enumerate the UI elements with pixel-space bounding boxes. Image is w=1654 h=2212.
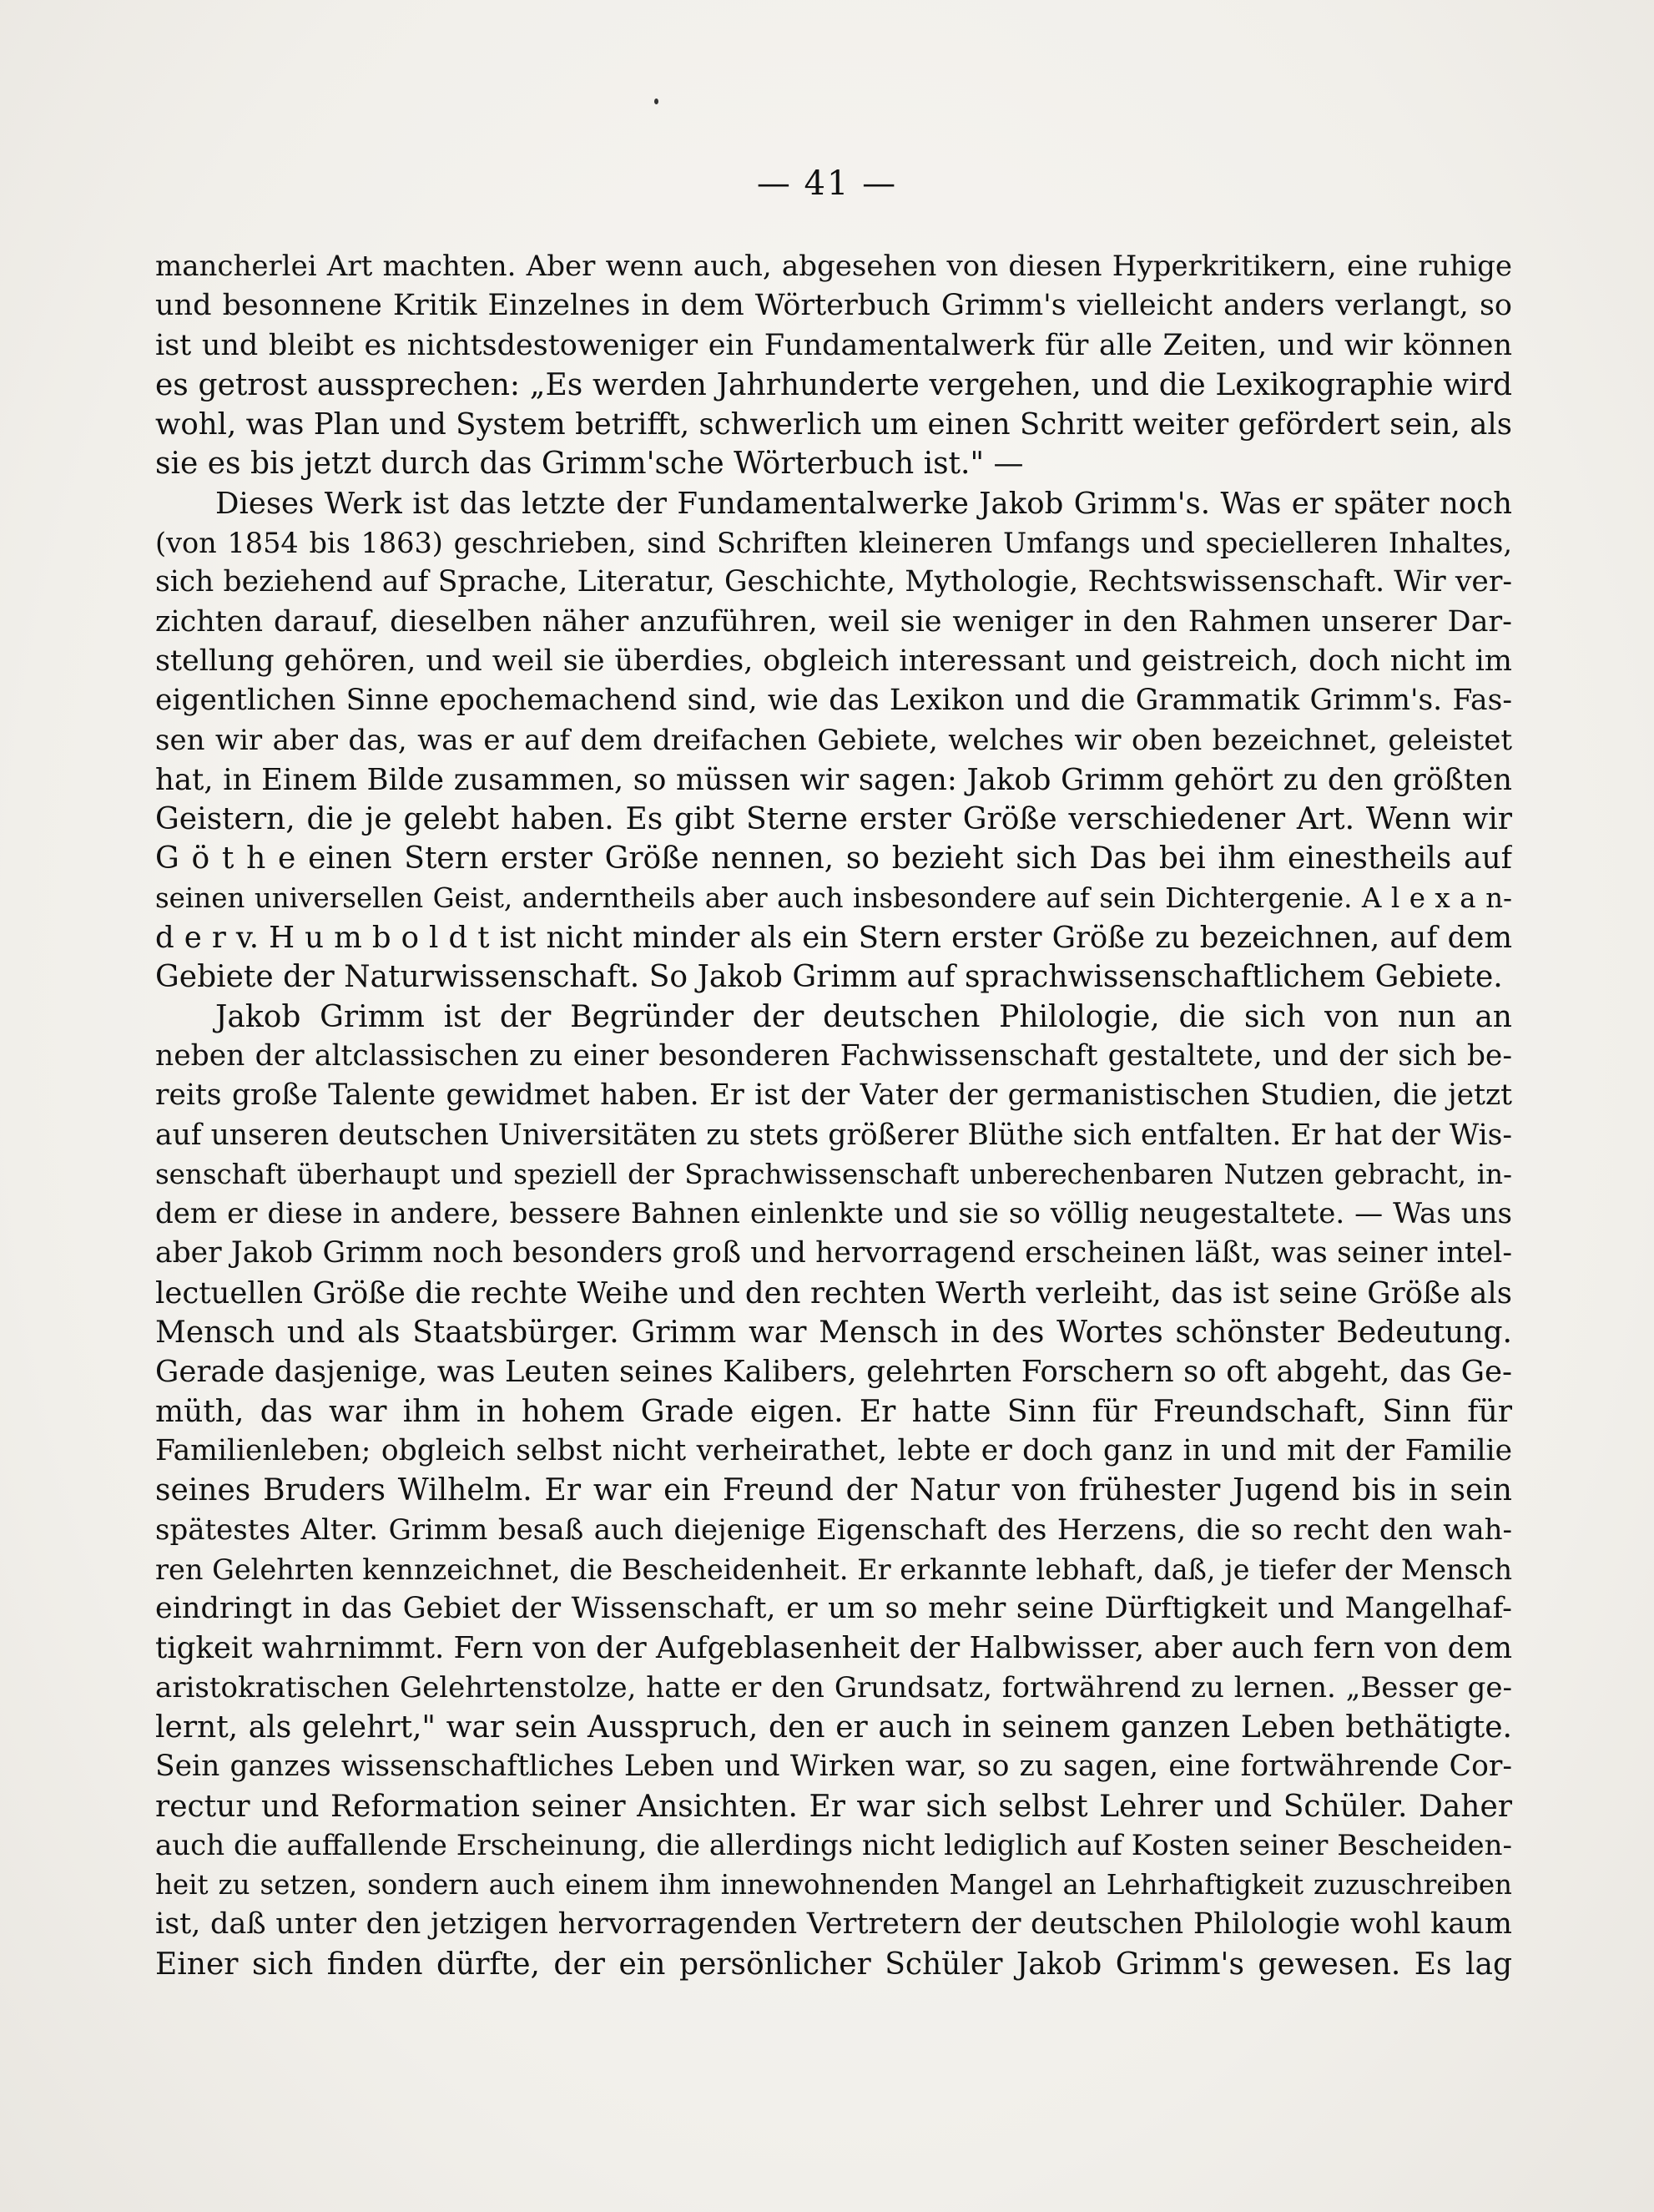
text-line: lectuellen Größe die rechte Weihe und den rechten Werth verleiht, das ist seine Größe als [155,1275,1512,1311]
ink-speck [654,98,658,104]
text-line: zichten darauf, dieselben näher anzuführen, weil sie weniger in den Rahmen unserer Dar- [155,604,1512,639]
text-line: Gerade dasjenige, was Leuten seines Kalibers, gelehrten Forschern so oft abgeht, das Ge- [155,1355,1512,1390]
text-line: sie es bis jetzt durch das Grimm'sche Wörterbuch ist." — [155,447,1024,482]
paragraph [155,997,1512,1984]
text-line: sen wir aber das, was er auf dem dreifachen Gebiete, welches wir oben bezeichnet, geleistet [155,723,1512,757]
text-line: neben der altclassischen zu einer besonderen Fachwissenschaft gestaltete, und der sich be- [155,1038,1512,1073]
text-line: seinen universellen Geist, anderntheils aber auch insbesondere auf sein Dichtergenie. A l e x a n- [155,881,1512,914]
text-line: seines Bruders Wilhelm. Er war ein Freund der Natur von frühester Jugend bis in sein [155,1473,1512,1508]
text-line: Geistern, die je gelebt haben. Es gibt Sterne erster Größe verschiedener Art. Wenn wir [155,802,1512,837]
page-number: — 41 — [756,164,898,203]
text-line: sich beziehend auf Sprache, Literatur, Geschichte, Mythologie, Rechtswissenschaft. Wir ver- [155,565,1512,599]
text-line: es getrost aussprechen: „Es werden Jahrhunderte vergehen, und die Lexikographie wird [155,367,1512,402]
text-line: aristokratischen Gelehrtenstolze, hatte er den Grundsatz, fortwährend zu lernen. „Besser ge- [155,1670,1512,1704]
paragraph [155,484,1512,997]
text-line: stellung gehören, und weil sie überdies, obgleich interessant und geistreich, doch nicht im [155,644,1512,678]
text-line: auf unseren deutschen Universitäten zu stets größerer Blüthe sich entfalten. Er hat der Wis- [155,1118,1512,1152]
text-line: Sein ganzes wissenschaftliches Leben und Wirken war, so zu sagen, eine fortwährende Cor- [155,1750,1512,1784]
text-line: lernt, als gelehrt," war sein Ausspruch, den er auch in seinem ganzen Leben bethätigte. [155,1710,1512,1745]
text-line: mancherlei Art machten. Aber wenn auch, abgesehen von diesen Hyperkritikern, eine ruhige [155,250,1512,283]
text-line: auch die auffallende Erscheinung, die allerdings nicht lediglich auf Kosten seiner Bescheiden- [155,1828,1512,1862]
text-line: ist, daß unter den jetzigen hervorragenden Vertretern der deutschen Philologie wohl kaum [155,1907,1512,1942]
text-line: eigentlichen Sinne epochemachend sind, wie das Lexikon und die Grammatik Grimm's. Fas- [155,684,1512,718]
text-line: ren Gelehrten kennzeichnet, die Bescheidenheit. Er erkannte lebhaft, daß, je tiefer der Mensch [155,1553,1512,1586]
text-line: rectur und Reformation seiner Ansichten. Er war sich selbst Lehrer und Schüler. Daher [155,1789,1512,1824]
text-line: tigkeit wahrnimmt. Fern von der Aufgeblasenheit der Halbwisser, aber auch fern von dem [155,1631,1512,1666]
text-line: eindringt in das Gebiet der Wissenschaft, er um so mehr seine Dürftigkeit und Mangelhaf- [155,1592,1512,1626]
text-line: Gebiete der Naturwissenschaft. So Jakob Grimm auf sprachwissenschaftlichem Gebiete. [155,960,1503,995]
text-line: hat, in Einem Bilde zusammen, so müssen wir sagen: Jakob Grimm gehört zu den größten [155,762,1512,797]
body-text [155,247,1512,1984]
text-line: Mensch und als Staatsbürger. Grimm war Mensch in des Wortes schönster Bedeutung. [155,1316,1512,1351]
text-line: Dieses Werk ist das letzte der Fundamentalwerke Jakob Grimm's. Was er später noch [215,486,1512,521]
text-line: senschaft überhaupt und speziell der Sprachwissenschaft unberechenbaren Nutzen gebracht, in- [155,1158,1512,1190]
text-line: wohl, was Plan und System betrifft, schwerlich um einen Schritt weiter gefördert sein, als [155,407,1512,442]
text-line: Familienleben; obgleich selbst nicht verheirathet, lebte er doch ganz in und mit der Familie [155,1433,1512,1467]
text-line: aber Jakob Grimm noch besonders groß und hervorragend erscheinen läßt, was seiner intel- [155,1236,1512,1270]
text-line: reits große Talente gewidmet haben. Er ist der Vater der germanistischen Studien, die jetzt [155,1078,1512,1113]
text-line: spätestes Alter. Grimm besaß auch diejenige Eigenschaft des Herzens, die so recht den wah- [155,1513,1512,1547]
text-line: Einer sich finden dürfte, der ein persönlicher Schüler Jakob Grimm's gewesen. Es lag [155,1947,1512,1982]
text-line: d e r v. H u m b o l d t ist nicht minder als ein Stern erster Größe zu bezeichnen, auf dem [155,921,1512,956]
text-line: und besonnene Kritik Einzelnes in dem Wörterbuch Grimm's vielleicht anders verlangt, so [155,289,1512,323]
text-line: dem er diese in andere, bessere Bahnen einlenkte und sie so völlig neugestaltete. — Was uns [155,1197,1512,1231]
text-line: G ö t h e einen Stern erster Größe nennen, so bezieht sich Das bei ihm einestheils auf [155,841,1512,876]
text-line: Jakob Grimm ist der Begründer der deutschen Philologie, die sich von nun an [215,999,1512,1034]
text-line: müth, das war ihm in hohem Grade eigen. Er hatte Sinn für Freundschaft, Sinn für [155,1394,1512,1429]
text-line: (von 1854 bis 1863) geschrieben, sind Schriften kleineren Umfangs und specielleren Inhaltes, [155,527,1512,560]
paragraph [155,247,1512,484]
text-line: heit zu setzen, sondern auch einem ihm innewohnenden Mangel an Lehrhaftigkeit zuzuschreiben [155,1869,1512,1901]
text-line: ist und bleibt es nichtsdestoweniger ein Fundamentalwerk für alle Zeiten, und wir können [155,328,1512,362]
